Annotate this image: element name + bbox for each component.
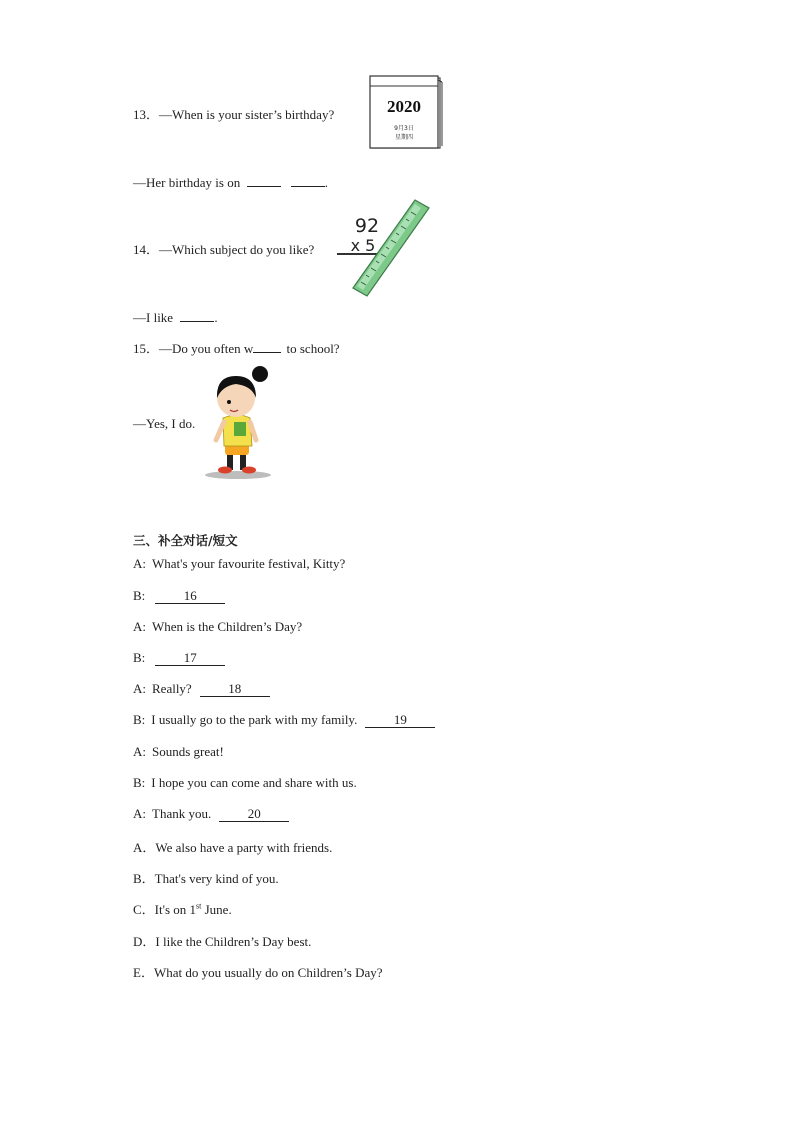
dialogue-line: B: 17 bbox=[133, 650, 225, 666]
blank-19[interactable]: 19 bbox=[365, 713, 435, 728]
walking-girl-image bbox=[200, 362, 276, 484]
option-e: E．What do you usually do on Children’s Day? bbox=[133, 965, 383, 980]
q13-answer: —Her birthday is on . bbox=[133, 172, 328, 191]
dialogue-line: A: Thank you. 20 bbox=[133, 806, 289, 822]
calendar-weekday: 星期四 bbox=[394, 134, 414, 141]
dialogue-line: B: I hope you can come and share with us. bbox=[133, 775, 357, 790]
blank-16[interactable]: 16 bbox=[155, 589, 225, 604]
calendar-image bbox=[367, 74, 443, 152]
dialogue-line: A: When is the Children’s Day? bbox=[133, 619, 303, 634]
math-ruler-image bbox=[333, 196, 441, 298]
q15-question: 15．—Do you often w to school? bbox=[133, 338, 340, 357]
q13-blank-2[interactable] bbox=[291, 172, 325, 187]
calendar-date: 9月3日 bbox=[394, 125, 414, 132]
option-d: D．I like the Children’s Day best. bbox=[133, 934, 312, 949]
blank-18[interactable]: 18 bbox=[200, 682, 270, 697]
option-c: C．It's on 1st June. bbox=[133, 901, 232, 917]
dialogue-line: B: 16 bbox=[133, 588, 225, 604]
dialogue-line: A: Really? 18 bbox=[133, 681, 270, 697]
q14-blank[interactable] bbox=[180, 307, 214, 322]
q13-blank-1[interactable] bbox=[247, 172, 281, 187]
q15-blank[interactable] bbox=[253, 338, 281, 353]
math-line-2: x 5 bbox=[350, 236, 376, 255]
section3-heading: 三、补全对话/短文 bbox=[133, 533, 238, 548]
blank-20[interactable]: 20 bbox=[219, 807, 289, 822]
calendar-year: 2020 bbox=[387, 97, 421, 116]
math-line-1: 92 bbox=[354, 215, 380, 237]
q13-question: 13．—When is your sister’s birthday? bbox=[133, 107, 335, 122]
dialogue-line: A: Sounds great! bbox=[133, 744, 224, 759]
q15-answer: —Yes, I do. bbox=[133, 416, 196, 431]
blank-17[interactable]: 17 bbox=[155, 651, 225, 666]
q14-answer: —I like . bbox=[133, 307, 218, 326]
option-b: B．That's very kind of you. bbox=[133, 871, 279, 886]
dialogue-line: B: I usually go to the park with my family. 19 bbox=[133, 712, 435, 728]
option-a: A．We also have a party with friends. bbox=[133, 840, 333, 855]
q14-question: 14．—Which subject do you like? bbox=[133, 242, 315, 257]
dialogue-line: A: What's your favourite festival, Kitty? bbox=[133, 556, 346, 571]
